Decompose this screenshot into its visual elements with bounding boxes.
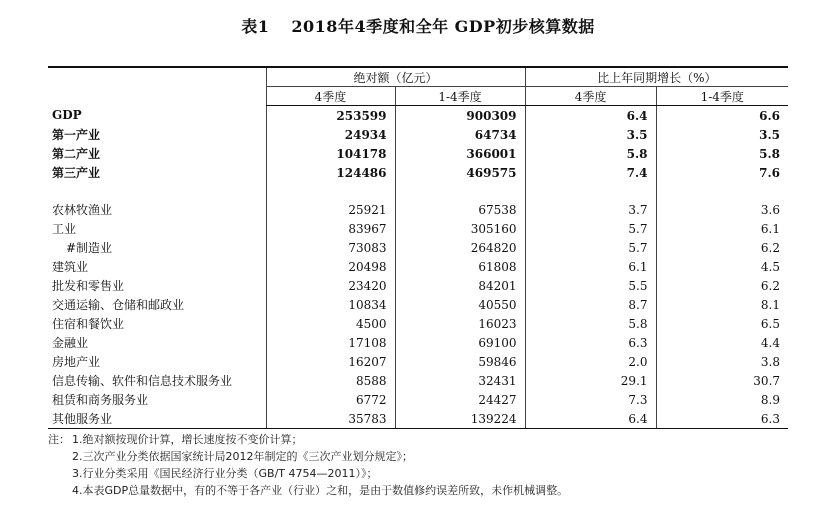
table-row <box>48 314 788 333</box>
row-label-text: 建筑业 <box>52 260 89 274</box>
cell-q4-absolute: 124486 <box>266 163 395 182</box>
cell-ytd-absolute: 69100 <box>395 333 525 352</box>
cell-q4-absolute: 4500 <box>266 314 395 333</box>
cell-ytd-absolute: 366001 <box>395 144 525 163</box>
row-label <box>48 314 266 333</box>
table-body <box>48 106 788 429</box>
cell-q4-absolute: 104178 <box>266 144 395 163</box>
cell-ytd-growth: 6.3 <box>656 409 788 429</box>
cell-ytd-growth: 6.2 <box>656 238 788 257</box>
header-growth: 比上年同期增长（%） <box>525 67 788 87</box>
header-blank <box>48 67 266 106</box>
cell-ytd-absolute: 24427 <box>395 390 525 409</box>
cell-q4-growth: 5.8 <box>525 144 656 163</box>
row-label <box>48 371 266 390</box>
note-line <box>48 465 808 482</box>
cell-ytd-growth: 3.6 <box>656 200 788 219</box>
cell-ytd-absolute: 64734 <box>395 125 525 144</box>
cell-ytd-growth: 6.6 <box>656 106 788 126</box>
cell-ytd-growth: 5.8 <box>656 144 788 163</box>
cell-q4-growth: 5.7 <box>525 219 656 238</box>
table-row <box>48 144 788 163</box>
table-title <box>0 14 836 37</box>
table-row <box>48 125 788 144</box>
table-title-text: 2018年4季度和全年 GDP初步核算数据 <box>291 17 595 36</box>
row-label <box>48 219 266 238</box>
row-label-text: GDP <box>52 108 82 123</box>
cell-ytd-growth: 30.7 <box>656 371 788 390</box>
row-label <box>48 295 266 314</box>
row-label <box>48 106 266 126</box>
header-absolute: 绝对额（亿元） <box>266 67 525 87</box>
table-row <box>48 163 788 182</box>
cell-q4-absolute: 20498 <box>266 257 395 276</box>
cell-ytd-growth: 3.5 <box>656 125 788 144</box>
cell-q4-absolute: 6772 <box>266 390 395 409</box>
table-row <box>48 371 788 390</box>
cell-ytd-absolute: 61808 <box>395 257 525 276</box>
header-ytd-absolute: 1-4季度 <box>395 87 525 106</box>
cell-ytd-growth: 6.5 <box>656 314 788 333</box>
cell-q4-absolute: 16207 <box>266 352 395 371</box>
row-label <box>48 257 266 276</box>
table-row <box>48 409 788 429</box>
row-label <box>48 144 266 163</box>
cell-q4-absolute: 8588 <box>266 371 395 390</box>
cell-q4-growth: 5.8 <box>525 314 656 333</box>
cell-ytd-absolute: 264820 <box>395 238 525 257</box>
row-label-text: #制造业 <box>66 241 113 255</box>
row-label-text: 信息传输、软件和信息技术服务业 <box>52 374 233 388</box>
table-row <box>48 352 788 371</box>
row-label-text: 农林牧渔业 <box>52 203 113 217</box>
note-line <box>48 482 808 499</box>
cell-q4-absolute: 17108 <box>266 333 395 352</box>
cell-q4-absolute: 35783 <box>266 409 395 429</box>
cell-q4-growth: 7.3 <box>525 390 656 409</box>
cell-q4-growth: 2.0 <box>525 352 656 371</box>
row-label-text: 房地产业 <box>52 355 101 369</box>
table-row <box>48 257 788 276</box>
cell-q4-growth: 6.1 <box>525 257 656 276</box>
cell-q4-growth: 3.7 <box>525 200 656 219</box>
cell-ytd-absolute: 84201 <box>395 276 525 295</box>
spacer-cell <box>266 182 395 200</box>
cell-q4-absolute: 83967 <box>266 219 395 238</box>
notes-label: 注： <box>48 433 70 446</box>
row-label-text: 租赁和商务服务业 <box>52 393 149 407</box>
row-label-text: 第二产业 <box>52 147 101 161</box>
row-label-text: 住宿和餐饮业 <box>52 317 125 331</box>
table-row <box>48 238 788 257</box>
cell-ytd-growth: 6.1 <box>656 219 788 238</box>
cell-ytd-growth: 8.9 <box>656 390 788 409</box>
spacer-cell <box>48 182 266 200</box>
cell-ytd-absolute: 139224 <box>395 409 525 429</box>
row-label <box>48 390 266 409</box>
row-label-text: 其他服务业 <box>52 412 113 426</box>
cell-q4-absolute: 253599 <box>266 106 395 126</box>
note-text: 4.本表GDP总量数据中，有的不等于各产业（行业）之和，是由于数值修约误差所致，未作机械调整。 <box>72 484 569 497</box>
table-row <box>48 200 788 219</box>
cell-q4-growth: 29.1 <box>525 371 656 390</box>
header-q4-growth: 4季度 <box>525 87 656 106</box>
cell-q4-growth: 6.4 <box>525 106 656 126</box>
note-line <box>48 431 808 448</box>
cell-q4-growth: 3.5 <box>525 125 656 144</box>
row-label <box>48 333 266 352</box>
row-label <box>48 276 266 295</box>
cell-ytd-absolute: 469575 <box>395 163 525 182</box>
row-label-text: 第一产业 <box>52 128 101 142</box>
note-text: 1.绝对额按现价计算，增长速度按不变价计算； <box>72 433 303 446</box>
row-label <box>48 200 266 219</box>
spacer-cell <box>395 182 525 200</box>
gdp-table <box>48 66 788 429</box>
row-label <box>48 163 266 182</box>
cell-ytd-growth: 4.5 <box>656 257 788 276</box>
cell-ytd-growth: 8.1 <box>656 295 788 314</box>
cell-ytd-growth: 4.4 <box>656 333 788 352</box>
cell-ytd-absolute: 32431 <box>395 371 525 390</box>
row-label <box>48 238 266 257</box>
table-number: 表1 <box>241 17 270 36</box>
cell-ytd-growth: 6.2 <box>656 276 788 295</box>
table-row <box>48 276 788 295</box>
row-label-text: 金融业 <box>52 336 89 350</box>
row-label <box>48 125 266 144</box>
header-q4-absolute: 4季度 <box>266 87 395 106</box>
cell-q4-growth: 6.3 <box>525 333 656 352</box>
row-label <box>48 352 266 371</box>
spacer-cell <box>656 182 788 200</box>
table-row <box>48 295 788 314</box>
cell-q4-absolute: 73083 <box>266 238 395 257</box>
row-label-text: 交通运输、仓储和邮政业 <box>52 298 185 312</box>
cell-q4-growth: 5.5 <box>525 276 656 295</box>
spacer-row <box>48 182 788 200</box>
cell-ytd-absolute: 900309 <box>395 106 525 126</box>
row-label-text: 批发和零售业 <box>52 279 125 293</box>
cell-ytd-growth: 3.8 <box>656 352 788 371</box>
spacer-cell <box>525 182 656 200</box>
cell-q4-absolute: 23420 <box>266 276 395 295</box>
cell-q4-growth: 5.7 <box>525 238 656 257</box>
cell-q4-growth: 6.4 <box>525 409 656 429</box>
header-ytd-growth: 1-4季度 <box>656 87 788 106</box>
table-row <box>48 219 788 238</box>
notes <box>48 431 808 499</box>
cell-q4-growth: 7.4 <box>525 163 656 182</box>
table-row <box>48 390 788 409</box>
note-text: 3.行业分类采用《国民经济行业分类（GB/T 4754—2011）》； <box>72 467 378 480</box>
row-label <box>48 409 266 429</box>
row-label-text: 工业 <box>52 222 77 236</box>
table-row <box>48 106 788 126</box>
cell-q4-absolute: 25921 <box>266 200 395 219</box>
cell-ytd-absolute: 16023 <box>395 314 525 333</box>
cell-ytd-absolute: 67538 <box>395 200 525 219</box>
note-text: 2.三次产业分类依据国家统计局2012年制定的《三次产业划分规定》； <box>72 450 413 463</box>
table-row <box>48 333 788 352</box>
note-line <box>48 448 808 465</box>
cell-q4-growth: 8.7 <box>525 295 656 314</box>
cell-ytd-absolute: 305160 <box>395 219 525 238</box>
cell-q4-absolute: 24934 <box>266 125 395 144</box>
cell-ytd-growth: 7.6 <box>656 163 788 182</box>
cell-q4-absolute: 10834 <box>266 295 395 314</box>
row-label-text: 第三产业 <box>52 166 101 180</box>
cell-ytd-absolute: 59846 <box>395 352 525 371</box>
cell-ytd-absolute: 40550 <box>395 295 525 314</box>
